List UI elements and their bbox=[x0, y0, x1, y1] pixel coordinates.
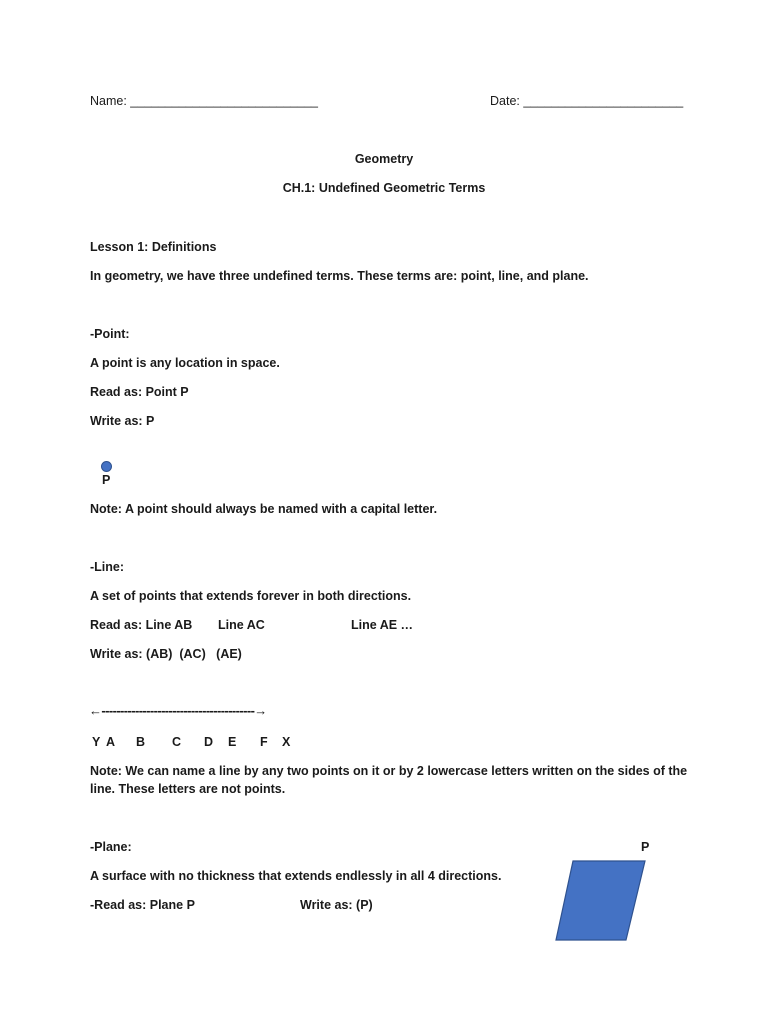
line-point-label: B bbox=[136, 735, 146, 749]
line-definition: A set of points that extends forever in both directions. bbox=[90, 589, 412, 603]
plane-figure-label: P bbox=[641, 840, 650, 854]
line-point-label: C bbox=[172, 735, 182, 749]
line-point-label: Y bbox=[92, 735, 101, 749]
line-write-as: Write as: (AB) (AC) (AE) bbox=[90, 647, 242, 661]
plane-write-as: Write as: (P) bbox=[300, 898, 373, 912]
plane-heading: -Plane: bbox=[90, 840, 132, 854]
line-read-as-ac: Line AC bbox=[218, 618, 265, 632]
line-point-label: X bbox=[282, 735, 291, 749]
point-note: Note: A point should always be named with a capital letter. bbox=[90, 502, 438, 516]
date-field-label: Date: _______________________ bbox=[490, 94, 684, 108]
line-arrow-figure: ←-----------------------------------------→ bbox=[89, 703, 267, 718]
line-note: Note: We can name a line by any two points on it or by 2 lowercase letters written on the sides of the bbox=[90, 764, 688, 778]
line-point-label: F bbox=[260, 735, 268, 749]
point-read-as: Read as: Point P bbox=[90, 385, 189, 399]
line-point-label: D bbox=[204, 735, 214, 749]
line-read-as-ae: Line AE … bbox=[351, 618, 414, 632]
chapter-title: CH.1: Undefined Geometric Terms bbox=[282, 181, 486, 195]
page-title: Geometry bbox=[354, 152, 414, 166]
line-point-label: A bbox=[106, 735, 116, 749]
lesson-intro: In geometry, we have three undefined terms. These terms are: point, line, and plane. bbox=[90, 269, 589, 283]
point-figure-label: P bbox=[102, 473, 111, 487]
name-field-label: Name: ___________________________ bbox=[90, 94, 318, 108]
line-point-label: E bbox=[228, 735, 237, 749]
plane-parallelogram bbox=[556, 861, 645, 940]
plane-read-as: -Read as: Plane P bbox=[90, 898, 195, 912]
line-read-as: Read as: Line AB bbox=[90, 618, 193, 632]
plane-figure bbox=[553, 858, 649, 944]
plane-definition: A surface with no thickness that extends endlessly in all 4 directions. bbox=[90, 869, 502, 883]
line-heading: -Line: bbox=[90, 560, 125, 574]
point-figure bbox=[101, 461, 112, 472]
point-write-as: Write as: P bbox=[90, 414, 155, 428]
point-heading: -Point: bbox=[90, 327, 130, 341]
point-definition: A point is any location in space. bbox=[90, 356, 280, 370]
lesson-heading: Lesson 1: Definitions bbox=[90, 240, 217, 254]
line-note-continued: line. These letters are not points. bbox=[90, 782, 286, 796]
